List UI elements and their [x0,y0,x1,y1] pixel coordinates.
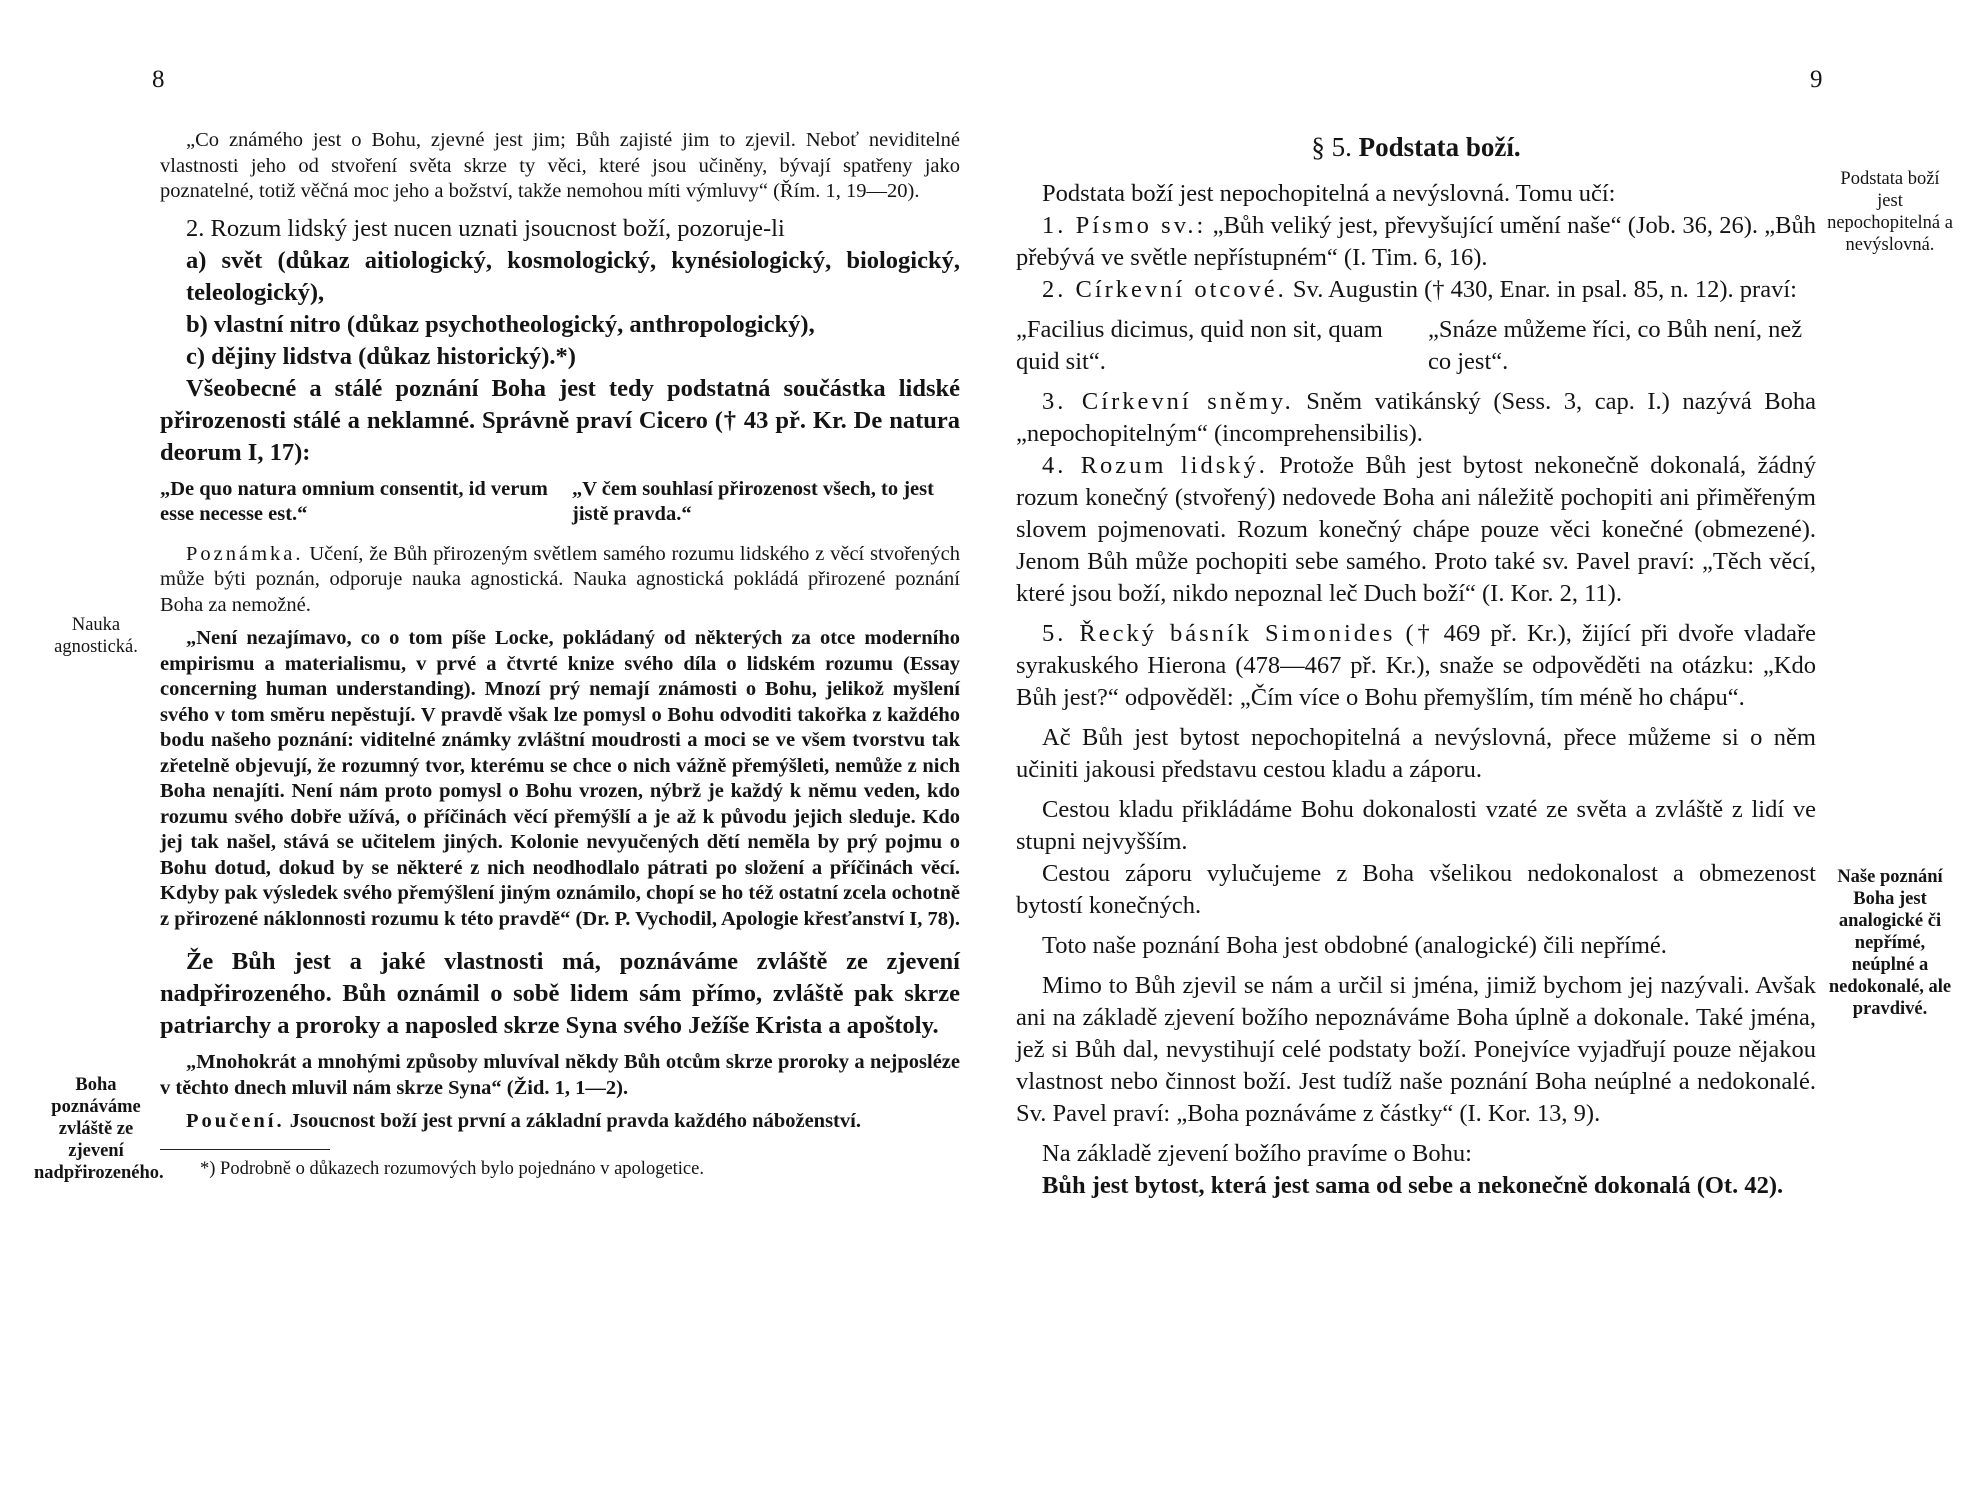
paragraph-cesta-kladu: Cestou kladu přikládáme Bohu dokonalosti vzaté ze světa a zvláště z lidí ve stupni nejvyšším. [1016,796,1816,855]
margin-note-nase: Naše poznání Boha jest analogické či nepřímé, neúplné a nedokonalé, ale pravdivé. [1828,867,1952,1019]
right-column [1016,128,1816,1202]
page-number: 8 [152,66,165,93]
rozum-text: Protože Bůh jest bytost nekonečně dokonalá, žádný rozum konečný (stvořený) nedovede Boha ani náležitě pochopiti ani přiměřeným slovem pojmenovati. Rozum konečný chápe pouze věci konečné (obmezené). Jenom Bůh může pochopiti sebe samého. Proto také sv. Pavel praví: „Těch věcí, které jsou boží, nikdo nepoznal leč Duch boží“ (I. Kor. 2, 11). [1016,452,1817,607]
right-page [990,0,1980,1500]
paragraph-rozum-lidsky [1016,450,1816,610]
otcove-text: Sv. Augustin († 430, Enar. in psal. 85, n. 12). praví: [1292,276,1797,303]
list-item-nitro: b) vlastní nitro (důkaz psychotheologický, anthropologický), [186,310,815,338]
list-item-svet: a) svět (důkaz aitiologický, kosmologický, kynésiologický, biologický, teleologický), [186,246,960,306]
margin-note-boha: Boha poznáváme zvláště ze zjevení nadpřirozeného. [34,1075,164,1183]
pouceni [160,1109,960,1135]
paragraph-klad-zapor: Ač Bůh jest bytost nepochopitelná a nevýslovná, přece můžeme si o něm učiniti jakousi představu cestou kladu a záporu. [1016,724,1816,783]
paragraph-vseobecne: Všeobecné a stálé poznání Boha jest tedy podstatná součástka lidské přirozenosti stálé a neklamné. Správně praví Cicero († 43 př. Kr. De natura deorum I, 17): [160,374,960,466]
quote-czech: „V čem souhlasí přirozenost všech, to jest jistě pravda.“ [572,477,934,525]
quote-czech: „Snáze můžeme říci, co Bůh není, než co jest“. [1428,316,1803,375]
paragraph-rozum: 2. Rozum lidský jest nucen uznati jsoucnost boží, pozoruje-li [186,214,785,242]
poznamka-text: Učení, že Bůh přirozeným světlem samého rozumu lidského z věcí stvořených může býti poznán, odporuje nauka agnostická. Nauka agnostická pokládá přirozené poznání Boha za nemožné. [160,542,960,616]
rozum-label: 4. Rozum lidský. [1042,452,1268,479]
simonides-text: († 469 př. Kr.), žijící při dvoře vladaře syrakuského Hierona (478—467 př. Kr.), snaže se odpověděti na otázku: „Kdo Bůh jest?“ odpověděl: „Čím více o Bohu přemyšlím, tím méně ho chápu“. [1016,620,1816,711]
pismo-label: 1. Písmo sv.: [1042,212,1207,239]
page-number: 9 [1810,66,1823,93]
paragraph-pismo [1016,210,1816,274]
quote-latin: „Facilius dicimus, quid non sit, quam quid sit“. [1016,316,1383,375]
paragraph-analogicke: Toto naše poznání Boha jest obdobné (analogické) čili nepřímé. [1042,932,1667,959]
locke-quote: „Není nezajímavo, co o tom píše Locke, pokládaný od některých za otce moderního empirismu a materialismu, v prvé a čtvrté knize svého díla o lidském rozumu (Essay concerning human understanding). Mnozí prý nemají známosti o Bohu, jelikož myšlení svého v tom směru nepěstují. V pravdě však lze pomysl o Bohu odvoditi takořka z každého bodu našeho poznání: viditelné známky zvláštní moudrosti a moci se ve všem tvorstvu tak zřetelně objevují, že rozumný tvor, kterému se chce o nich vážně přemýšleti, nemůže z nich Boha nenajíti. Není nám proto pomysl o Bohu vrozen, nýbrž je každý k němu veden, kdo rozumu svého dobře užívá, o příčinách věcí přemýšlí a je až k původu jejich sleduje. Kdo jej tak našel, stává se učitelem jiných. Kolonie nevyučených dětí neměla by prý pojmu o Bohu dotud, dokud by se některé z nich neodhodlalo pátrati po složení a příčinách věcí. Kdyby pak výsledek svého přemýšlení jiným oznámilo, chopí se ho též ostatní zcela ochotně z přirozené náklonnosti rozumu k této pravdě“ (Dr. P. Vychodil, Apologie křesťanství I, 78). [160,627,960,930]
scripture-quote-zid: „Mnohokrát a mnohými způsoby mluvíval někdy Bůh otcům skrze proroky a nejposléze v těchto dnech mluvil nám skrze Syna“ (Žid. 1, 1—2). [160,1051,960,1099]
poznamka-label: Poznámka. [186,542,304,565]
pouceni-label: Poučení. [186,1110,285,1132]
paragraph-jmena: Mimo to Bůh zjevil se nám a určil si jména, jimiž bychom jej nazývali. Avšak ani na základě zjevení božího nepoznáváme Boha úplně a dokonale. Také jména, jež si Bůh dal, nevystihují celé podstaty boží. Ponejvíce vyjadřují pouze nějakou vlastnost nebo činnost boží. Jest tudíž naše poznání Boha neúplné a nedokonalé. Sv. Pavel praví: „Boha poznáváme z částky“ (I. Kor. 13, 9). [1016,972,1816,1127]
section-number: § 5. [1311,132,1352,162]
paragraph-cesta-zaporu: Cestou záporu vylučujeme z Boha všelikou nedokonalost a obmezenost bytostí konečných. [1016,860,1816,919]
left-column [160,128,960,1181]
snemy-label: 3. Církevní sněmy. [1042,388,1294,415]
section-title: Podstata boží. [1358,132,1521,162]
quote-latin: „De quo natura omnium consentit, id verum esse necesse est.“ [160,477,548,525]
paragraph-simonides [1016,618,1816,714]
paragraph-na-zaklade: Na základě zjevení božího pravíme o Bohu: [1042,1140,1472,1167]
cicero-quote [160,477,960,528]
footnote: *) Podrobně o důkazech rozumových bylo pojednáno v apologetice. [200,1158,704,1179]
paragraph-snemy [1016,386,1816,450]
margin-note-nauka: Nauka agnostická. [54,615,138,657]
margin-note-podstata: Podstata boží jest nepochopitelná a nevýslovná. [1827,169,1953,255]
paragraph-zjeveni: Že Bůh jest a jaké vlastnosti má, poznáváme zvláště ze zjevení nadpřirozeného. Bůh oznámil o sobě lidem sám přímo, zvláště pak skrze patriarchy a proroky a naposled skrze Syna svého Ježíše Krista a apoštoly. [160,948,960,1039]
poznamka [160,542,960,619]
footnote-rule [160,1149,330,1150]
paragraph-otcove [1016,274,1816,306]
list-item-dejiny: c) dějiny lidstva (důkaz historický).*) [186,342,576,370]
paragraph-podstata: Podstata boží jest nepochopitelná a nevýslovná. Tomu učí: [1042,180,1616,207]
definition-buh: Bůh jest bytost, která jest sama od sebe a nekonečně dokonalá (Ot. 42). [1042,1172,1784,1199]
scripture-quote-rim: „Co známého jest o Bohu, zjevné jest jim; Bůh zajisté jim to zjevil. Neboť neviditelné vlastnosti jeho od stvoření světa skrze ty věci, které jsou učiněny, bývají spatřeny jako poznatelné, totiž věčná moc jeho a božství, takže nemohou míti výmluvy“ (Řím. 1, 19—20). [160,129,960,202]
section-heading [1016,128,1816,166]
snemy-text: Sněm vatikánský (Sess. 3, cap. I.) nazývá Boha „nepochopitelným“ (incomprehensibilis). [1016,388,1817,447]
simonides-label: 5. Řecký básník Simonides [1042,620,1396,647]
otcove-label: 2. Církevní otcové. [1042,276,1287,303]
pouceni-text: Jsoucnost boží jest první a základní pravda každého náboženství. [289,1110,861,1132]
pismo-text: „Bůh veliký jest, převyšující umění naše“ (Job. 36, 26). „Bůh přebývá ve světle nepřístupném“ (I. Tim. 6, 16). [1016,212,1816,271]
augustin-quote [1016,314,1816,378]
